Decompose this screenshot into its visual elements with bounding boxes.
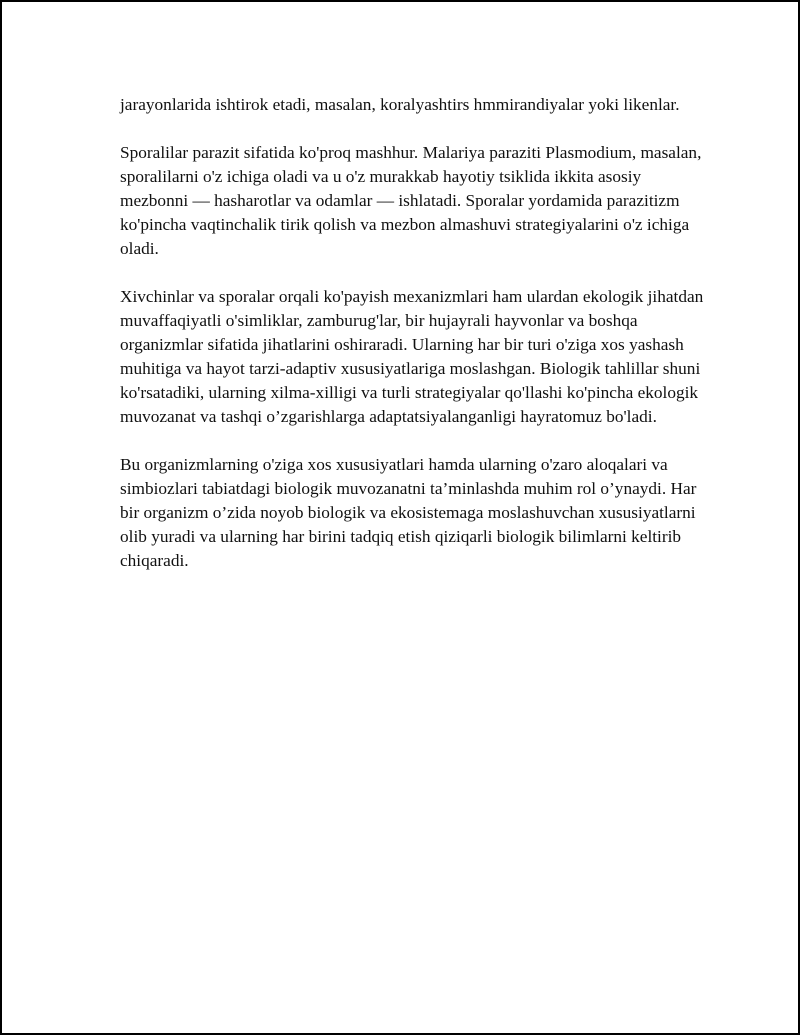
page-body <box>120 93 705 597</box>
paragraph-2: Sporalilar parazit sifatida ko'proq mashhur. Malariya paraziti Plasmodium, masalan, sporalilarni o'z ichiga oladi va u o'z murakkab hayotiy tsiklida ikkita asosiy mezbonni — hasharotlar va odamlar — ishlatadi. Sporalar yordamida parazitizm ko'pincha vaqtinchalik tirik qolish va mezbon almashuvi strategiyalarini o'z ichiga oladi. <box>120 143 702 258</box>
paragraph-1: jarayonlarida ishtirok etadi, masalan, koralyashtirs hmmirandiyalar yoki likenlar. <box>120 95 680 114</box>
paragraph-3: Xivchinlar va sporalar orqali ko'payish mexanizmlari ham ulardan ekologik jihatdan muvaffaqiyatli o'simliklar, zamburug'lar, bir hujayrali hayvonlar va boshqa organizmlar sifatida jihatlarini oshiraradi. Ularning har bir turi o'ziga xos yashash muhitiga va hayot tarzi-adaptiv xususiyatlariga moslashgan. Biologik tahlillar shuni ko'rsatadiki, ularning xilma-xilligi va turli strategiyalar qo'llashi ko'pincha ekologik muvozanat va tashqi o’zgarishlarga adaptatsiyalanganligi hayratomuz bo'ladi. <box>120 287 704 426</box>
paragraph-4: Bu organizmlarning o'ziga xos xususiyatlari hamda ularning o'zaro aloqalari va simbiozlari tabiatdagi biologik muvozanatni ta’minlashda muhim rol o’ynaydi. Har bir organizm o’zida noyob biologik va ekosistemaga moslashuvchan xususiyatlarni olib yuradi va ularning har birini tadqiq etish qiziqarli biologik bilimlarni keltirib chiqaradi. <box>120 455 697 570</box>
